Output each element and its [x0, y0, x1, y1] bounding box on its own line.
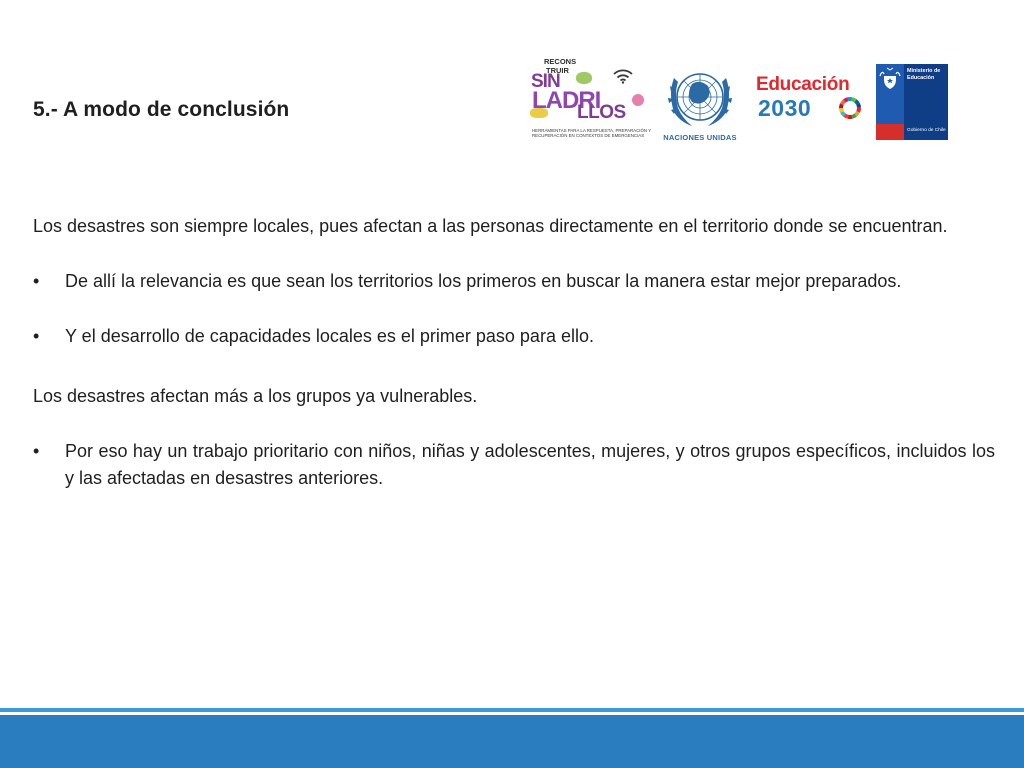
reconstruir-sin-ladrillos-logo [528, 58, 653, 146]
logo-text-truir: TRUIR [546, 66, 569, 75]
bullet-marker: • [33, 326, 40, 346]
bullet-text: Y el desarrollo de capacidades locales es el primer paso para ello. [65, 326, 594, 346]
logo-decoration [576, 72, 592, 84]
wifi-icon [612, 68, 634, 84]
paragraph: Los desastres afectan más a los grupos ya vulnerables. [33, 386, 478, 406]
educacion-2030-logo [756, 74, 864, 124]
slide-title: 5.- A modo de conclusión [33, 98, 290, 121]
chile-coat-of-arms-icon [878, 66, 902, 92]
bullet-item [33, 268, 995, 295]
ministerio-name-line1: Ministerio de [907, 68, 941, 74]
logo-text-2030: 2030 [758, 95, 812, 121]
logo-decoration [632, 94, 644, 106]
logo-text-educacion: Educación [756, 74, 850, 95]
un-label: NACIONES UNIDAS [663, 133, 737, 142]
paragraph: Los desastres son siempre locales, pues afectan a las personas directamente en el territorio donde se encuentran. [33, 216, 948, 236]
logo-text-llos: LLOS [577, 102, 626, 123]
logo-tagline: HERRAMIENTAS PARA LA RESPUESTA, PREPARACIÓN Y RECUPERACIÓN EN CONTEXTOS DE EMERGENCIAS [532, 128, 652, 139]
logo-text-ladri: LADRI [532, 87, 601, 114]
bullet-text: De allí la relevancia es que sean los territorios los primeros en buscar la manera estar mejor preparados. [65, 271, 902, 291]
footer-divider [0, 708, 1024, 712]
logo-decoration [876, 124, 904, 140]
gobierno-label: Gobierno de Chile [907, 128, 946, 133]
bullet-marker: • [33, 271, 40, 291]
logo-text-recons: RECONS [544, 57, 577, 66]
sdg-wheel-icon [838, 96, 862, 120]
un-emblem-icon [662, 64, 738, 130]
ministerio-name-line2: Educación [907, 74, 935, 81]
bullet-text: Por eso hay un trabajo prioritario con niños, niñas y adolescentes, mujeres, y otros grupos específicos, incluidos los y las afectadas en desastres anteriores. [65, 441, 995, 488]
logo-strip [0, 0, 1024, 160]
bullet-marker: • [33, 441, 40, 461]
ministerio-name [907, 68, 940, 81]
logo-text-sin: SIN [531, 71, 560, 92]
bullet-item [33, 323, 995, 350]
slide-body [33, 213, 995, 492]
bullet-item [33, 438, 995, 492]
ministerio-educacion-logo [876, 64, 948, 140]
un-logo [658, 64, 742, 148]
footer-bar [0, 715, 1024, 768]
